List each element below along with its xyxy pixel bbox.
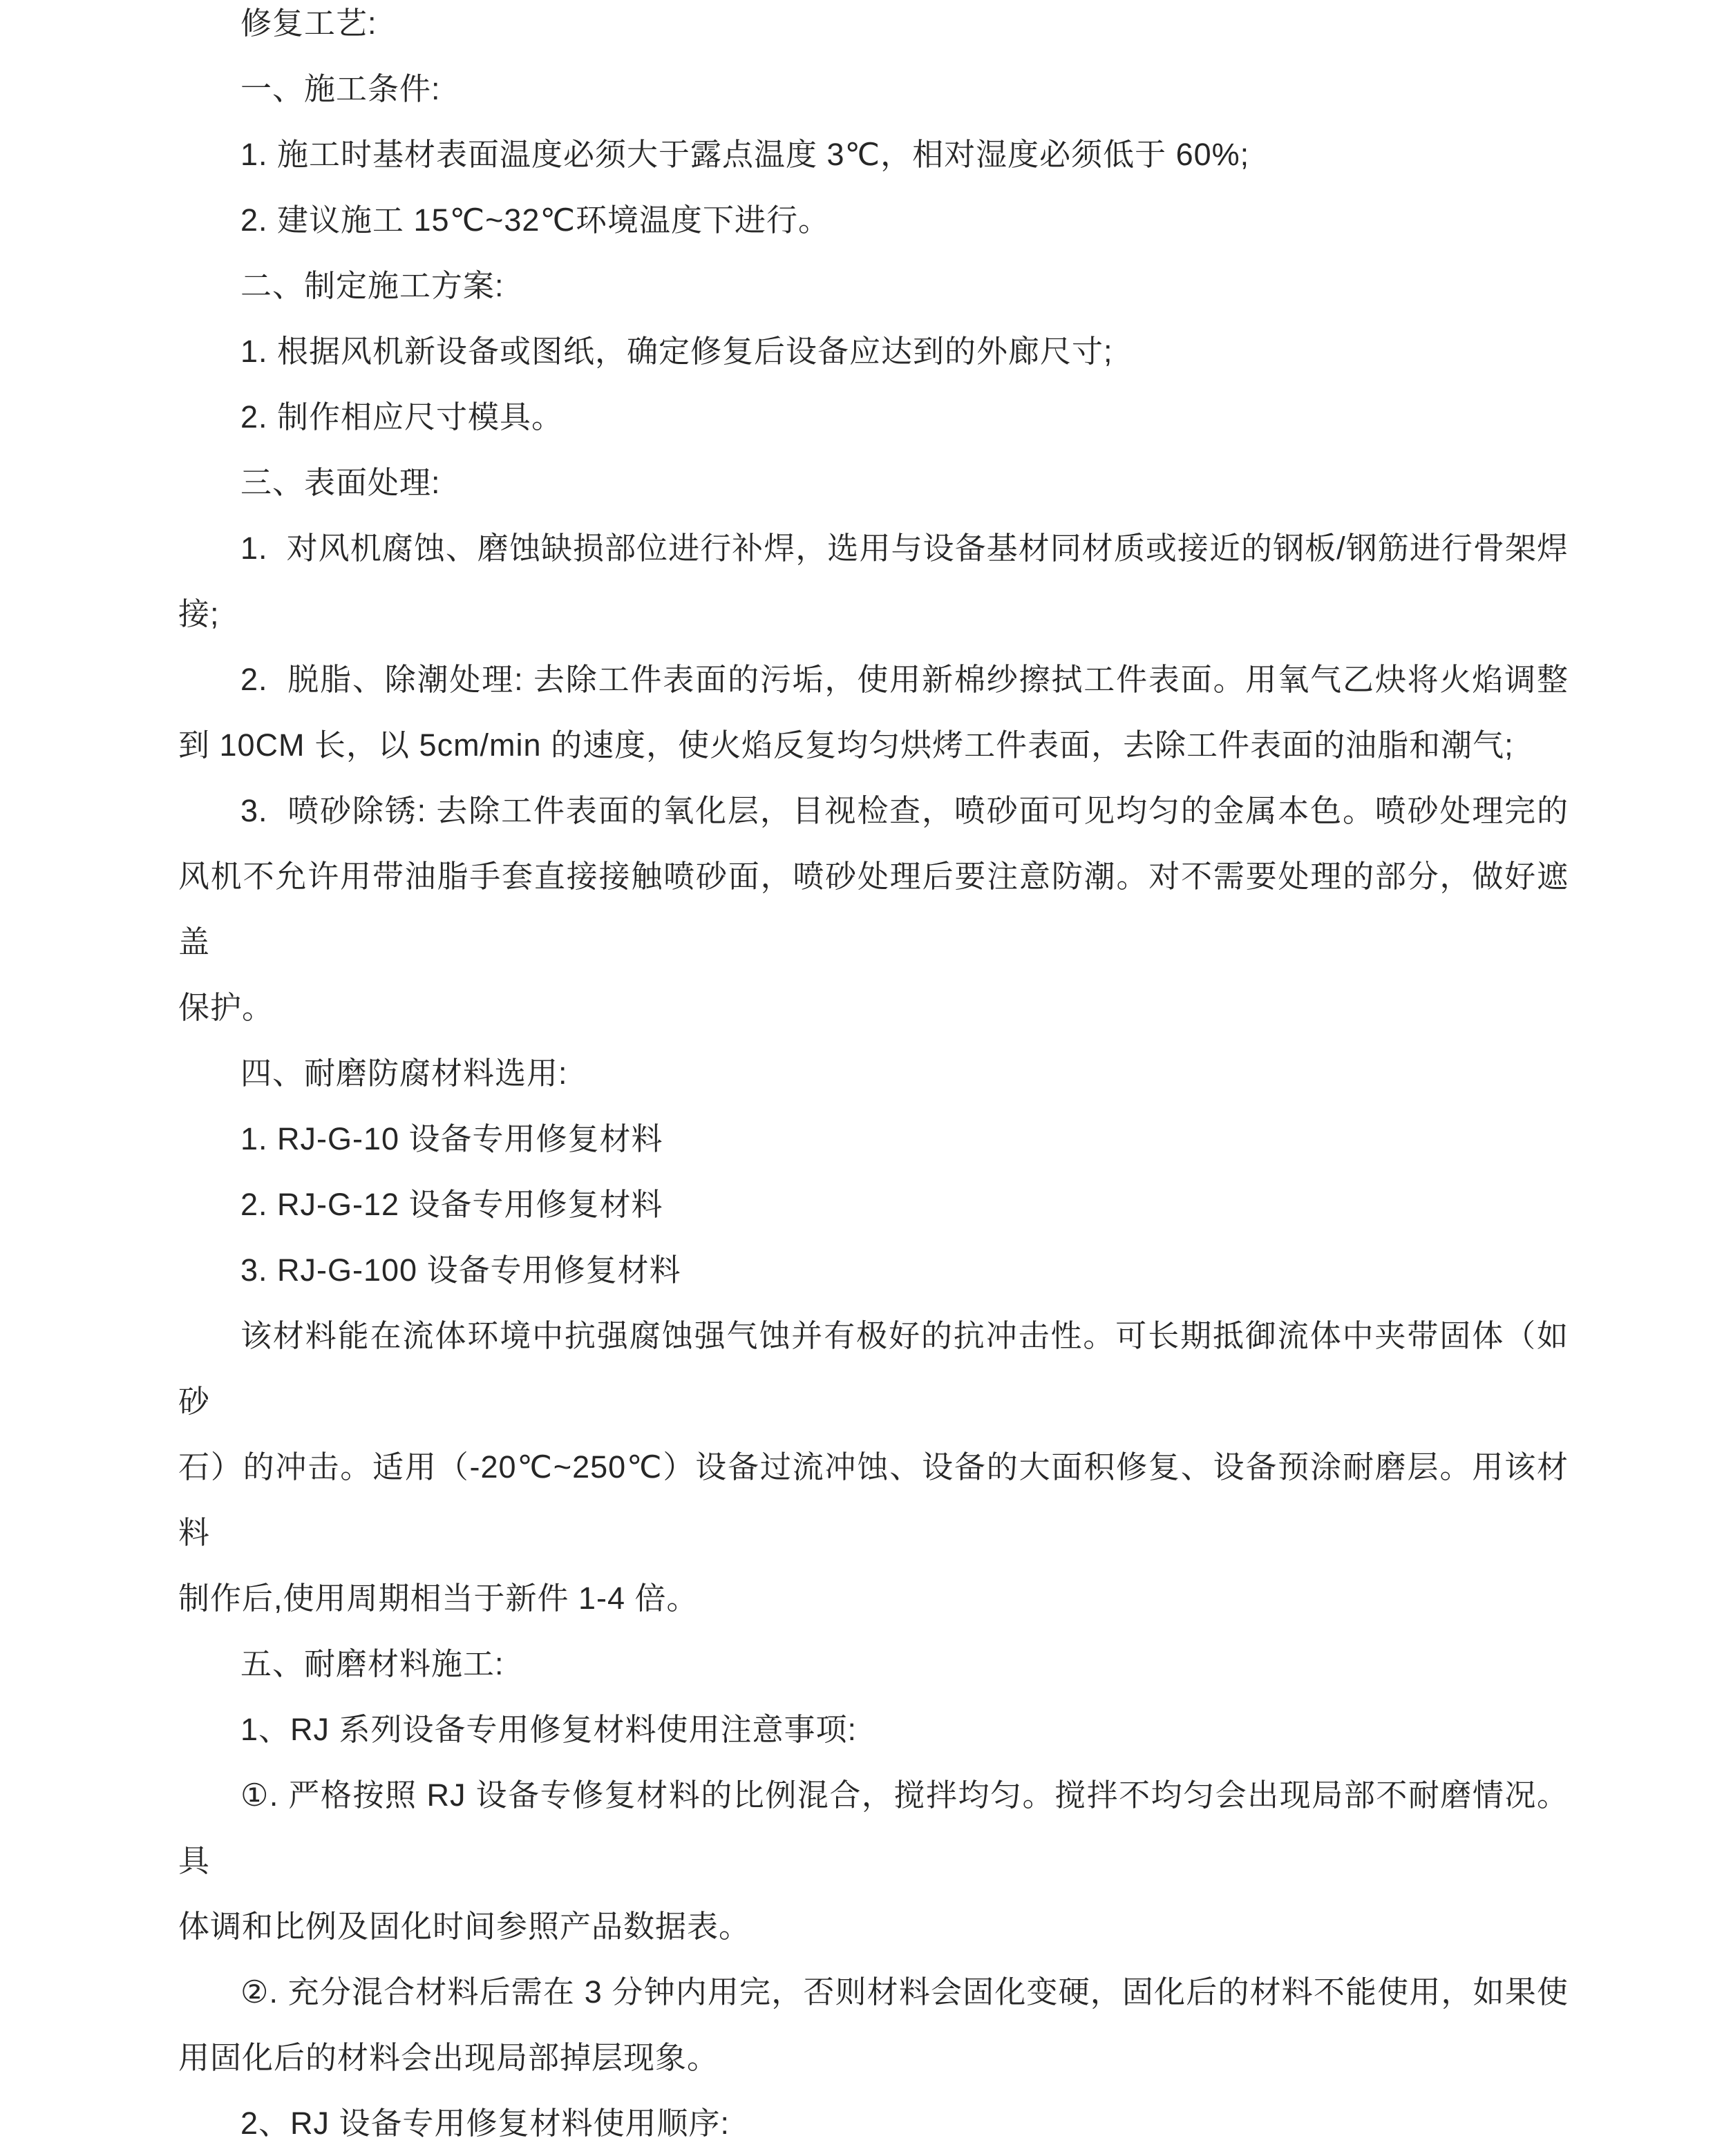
text-line: 体调和比例及固化时间参照产品数据表。 xyxy=(178,1909,751,1944)
text-line: 1. 对风机腐蚀、磨蚀缺损部位进行补焊，选用与设备基材同材质或接近的钢板/钢筋进行骨架焊 xyxy=(240,531,1569,566)
section-heading: 五、耐磨材料施工: xyxy=(240,1646,504,1681)
text-line: 石）的冲击。适用（-20℃~250℃）设备过流冲蚀、设备的大面积修复、设备预涂耐磨层。用该材料 xyxy=(178,1449,1569,1550)
section-heading: 一、施工条件: xyxy=(240,71,441,106)
text-line: ②. 充分混合材料后需在 3 分钟内用完，否则材料会固化变硬，固化后的材料不能使用，如果使 xyxy=(240,1974,1569,2010)
text-line: 2. RJ-G-12 设备专用修复材料 xyxy=(240,1187,663,1222)
section-heading: 二、制定施工方案: xyxy=(240,268,504,303)
text-line: 1. RJ-G-10 设备专用修复材料 xyxy=(240,1121,663,1156)
text-line: 保护。 xyxy=(178,990,274,1025)
text-line: 到 10CM 长，以 5cm/min 的速度，使火焰反复均匀烘烤工件表面，去除工件表面的油脂和潮气; xyxy=(178,727,1514,763)
doc-title-line: 修复工艺: xyxy=(240,6,377,41)
section-heading: 四、耐磨防腐材料选用: xyxy=(240,1056,568,1091)
document-text-block xyxy=(178,0,1569,2156)
text-line: 3. RJ-G-100 设备专用修复材料 xyxy=(240,1252,681,1288)
text-line: 2. 制作相应尺寸模具。 xyxy=(240,399,564,435)
text-line: 1. 施工时基材表面温度必须大于露点温度 3℃，相对湿度必须低于 60%; xyxy=(240,137,1250,172)
text-line: 3. 喷砂除锈: 去除工件表面的氧化层，目视检查，喷砂面可见均匀的金属本色。喷砂处理完的 xyxy=(240,793,1569,828)
section-heading: 三、表面处理: xyxy=(240,465,441,500)
text-line: 1. 根据风机新设备或图纸，确定修复后设备应达到的外廊尺寸; xyxy=(240,334,1113,369)
text-line: 接; xyxy=(178,596,220,631)
text-line: 用固化后的材料会出现局部掉层现象。 xyxy=(178,2040,719,2075)
text-line: 2. 建议施工 15℃~32℃环境温度下进行。 xyxy=(240,202,830,238)
text-line: 风机不允许用带油脂手套直接接触喷砂面，喷砂处理后要注意防潮。对不需要处理的部分，做好遮盖 xyxy=(178,859,1569,960)
text-line: ①. 严格按照 RJ 设备专修复材料的比例混合，搅拌均匀。搅拌不均匀会出现局部不耐磨情况。具 xyxy=(178,1777,1569,1878)
text-line: 制作后,使用周期相当于新件 1-4 倍。 xyxy=(178,1581,699,1616)
text-line: 1、RJ 系列设备专用修复材料使用注意事项: xyxy=(240,1712,858,1747)
text-line: 2、RJ 设备专用修复材料使用顺序: xyxy=(240,2106,730,2141)
text-line: 2. 脱脂、除潮处理: 去除工件表面的污垢，使用新棉纱擦拭工件表面。用氧气乙炔将火焰调整 xyxy=(240,662,1569,697)
text-line: 该材料能在流体环境中抗强腐蚀强气蚀并有极好的抗冲击性。可长期抵御流体中夹带固体（如砂 xyxy=(178,1318,1569,1419)
